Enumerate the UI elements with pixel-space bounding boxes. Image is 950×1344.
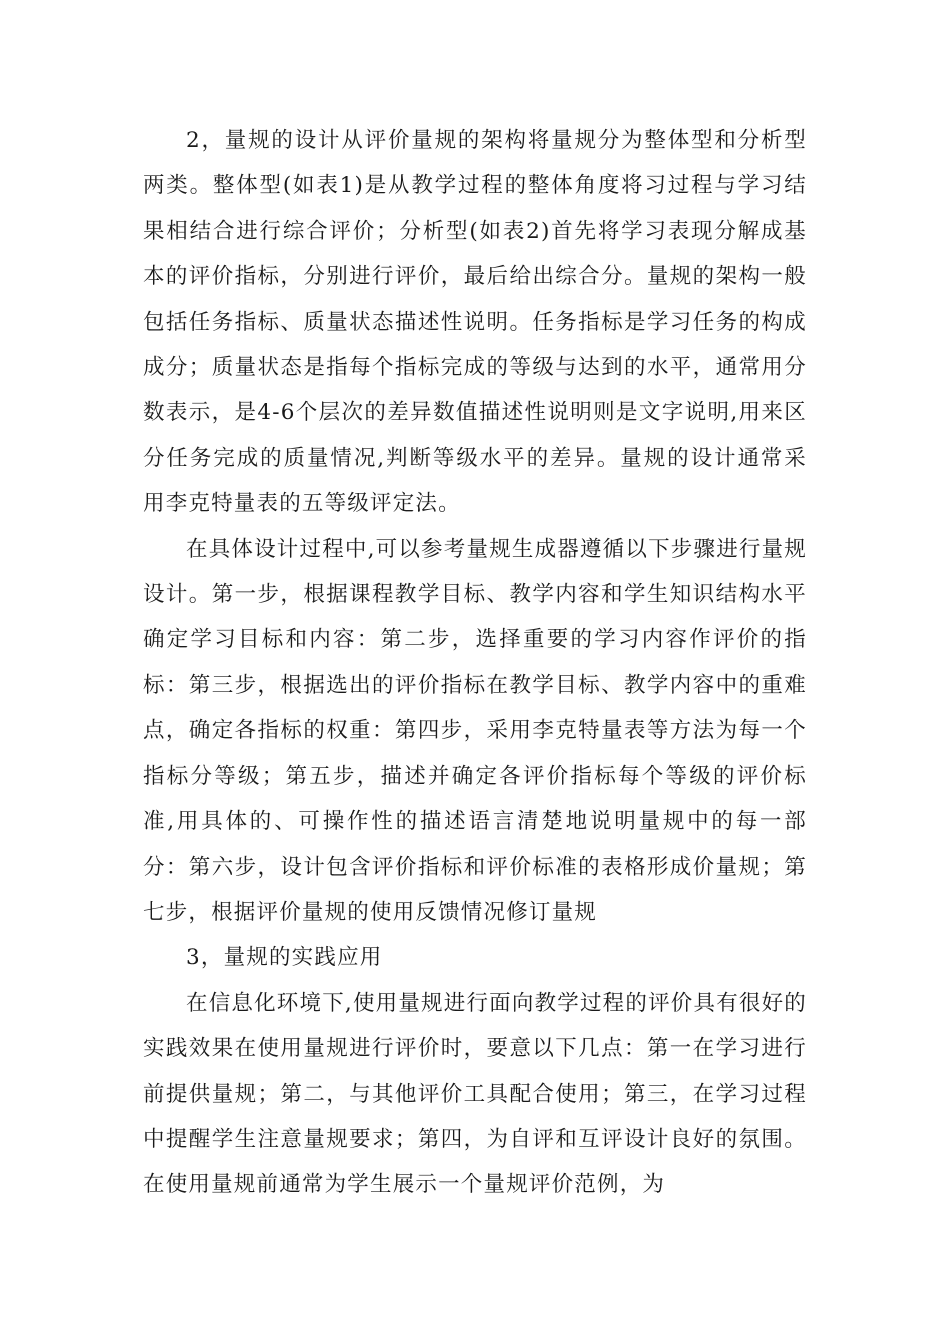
section-heading-practice: 3，量规的实践应用 [186, 945, 383, 971]
document-body [143, 118, 807, 1208]
paragraph-practice: 在信息化环境下,使用量规进行面向教学过程的评价具有很好的实践效果在使用量规进行评价时，要意以下几点：第一在学习进行前提供量规；第二，与其他评价工具配合使用；第三，在学习过程中提醒学生注意量规要求；第四，为自评和互评设计良好的氛围。在使用量规前通常为学生展示一个量规评价范例，为 [143, 990, 807, 1198]
paragraph-design-steps: 在具体设计过程中,可以参考量规生成器遵循以下步骤进行量规设计。第一步，根据课程教学目标、教学内容和学生知识结构水平确定学习目标和内容：第二步，选择重要的学习内容作评价的指标：第三步，根据选出的评价指标在教学目标、教学内容中的重难点，确定各指标的权重：第四步，采用李克特量表等方法为每一个指标分等级；第五步，描述并确定各评价指标每个等级的评价标准,用具体的、可操作性的描述语言清楚地说明量规中的每一部分：第六步，设计包含评价指标和评价标准的表格形成价量规；第七步，根据评价量规的使用反馈情况修订量规 [143, 536, 807, 925]
paragraph-rubric-design: 2，量规的设计从评价量规的架构将量规分为整体型和分析型两类。整体型(如表1)是从教学过程的整体角度将习过程与学习结果相结合进行综合评价；分析型(如表2)首先将学习表现分解成基本的评价指标，分别进行评价，最后给出综合分。量规的架构一般包括任务指标、质量状态描述性说明。任务指标是学习任务的构成成分；质量状态是指每个指标完成的等级与达到的水平，通常用分数表示，是4-6个层次的差异数值描述性说明则是文字说明,用来区分任务完成的质量情况,判断等级水平的差异。量规的设计通常采用李克特量表的五等级评定法。 [143, 128, 807, 517]
